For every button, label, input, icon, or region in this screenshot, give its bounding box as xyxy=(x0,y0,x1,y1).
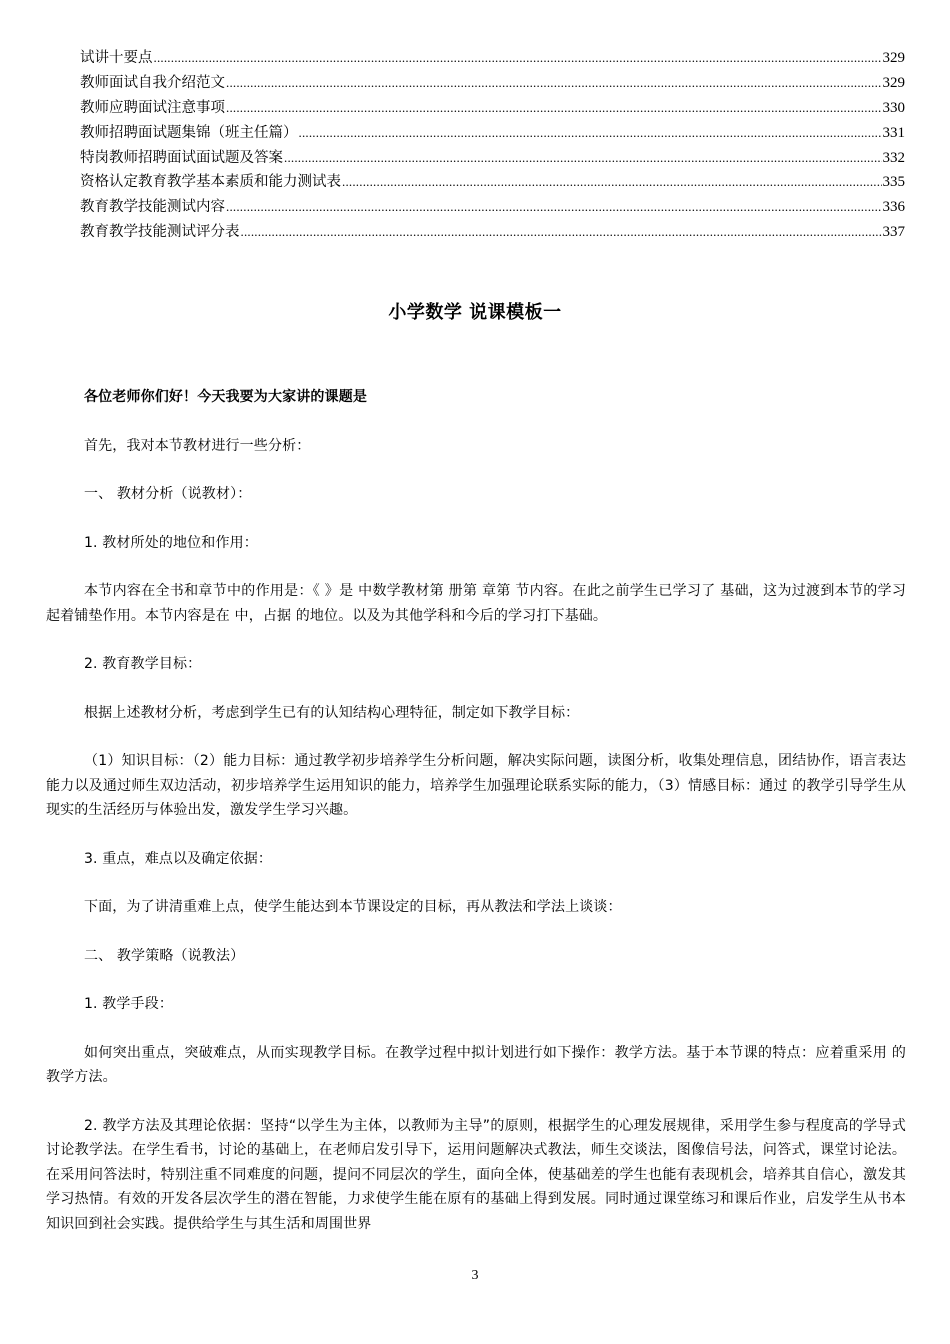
toc-entry-page: 329 xyxy=(882,50,905,66)
toc-entry-page: 331 xyxy=(882,124,905,141)
toc-entry-page: 335 xyxy=(882,174,905,191)
toc-entry-page: 337 xyxy=(882,224,905,241)
toc-leader-dots xyxy=(299,121,882,146)
toc-entry-title: 教师应聘面试注意事项 xyxy=(80,99,225,116)
toc-entry-title: 特岗教师招聘面试面试题及答案 xyxy=(80,149,283,166)
toc-leader-dots xyxy=(226,195,882,220)
subsection-heading: 1. 教学手段： xyxy=(84,996,174,1012)
toc-entry[interactable] xyxy=(80,46,905,71)
paragraph: 首先，我对本节教材进行一些分析： xyxy=(84,437,311,454)
document-body xyxy=(46,385,906,1236)
toc-entry-title: 教师面试自我介绍范文 xyxy=(80,74,225,91)
toc-entry[interactable] xyxy=(80,121,905,146)
toc-entry[interactable] xyxy=(80,195,905,220)
toc-leader-dots xyxy=(284,146,882,171)
table-of-contents xyxy=(80,46,905,245)
subsection-heading: 3. 重点，难点以及确定依据： xyxy=(84,850,273,867)
paragraph: （1）知识目标：（2）能力目标：通过教学初步培养学生分析问题，解决实际问题，读图分析，收集处理信息，团结协作，语言表达能力以及通过师生双边活动，初步培养学生运用知识的能力，培养学生加强理论联系实际的能力，（3）情感目标：通过 的教学引导学生从现实的生活经历与体验出发，激发学生学习兴趣。 xyxy=(46,753,906,818)
toc-entry[interactable] xyxy=(80,220,905,245)
toc-leader-dots xyxy=(342,170,882,195)
section-heading: 二、 教学策略（说教法） xyxy=(84,947,245,964)
toc-leader-dots xyxy=(154,46,882,71)
toc-entry[interactable] xyxy=(80,170,905,195)
toc-entry[interactable] xyxy=(80,96,905,121)
toc-entry-title: 资格认定教育教学基本素质和能力测试表 xyxy=(80,174,341,191)
page-number: 3 xyxy=(471,1268,479,1283)
paragraph: 根据上述教材分析，考虑到学生已有的认知结构心理特征，制定如下教学目标： xyxy=(84,704,580,721)
paragraph: 下面，为了讲清重难上点，使学生能达到本节课设定的目标，再从教法和学法上谈谈： xyxy=(84,899,622,915)
paragraph: 如何突出重点，突破难点，从而实现教学目标。在教学过程中拟计划进行如下操作：教学方法。基于本节课的特点：应着重采用 的教学方法。 xyxy=(46,1044,906,1085)
subsection-heading: 2. 教育教学目标： xyxy=(84,656,202,672)
paragraph: 本节内容在全书和章节中的作用是：《 》是 中数学教材第 册第 章第 节内容。在此之前学生已学习了 基础，这为过渡到本节的学习起着铺垫作用。本节内容是在 中，占据 的地位。以及为其他学科和今后的学习打下基础。 xyxy=(46,583,906,624)
toc-entry-page: 329 xyxy=(882,74,905,91)
toc-leader-dots xyxy=(226,71,882,96)
paragraph: 2. 教学方法及其理论依据：坚持“以学生为主体，以教师为主导”的原则，根据学生的心理发展规律，采用学生参与程度高的学导式讨论教学法。在学生看书，讨论的基础上，在老师启发引导下，运用问题解决式教法，师生交谈法，图像信号法，问答式，课堂讨论法。在采用问答法时，特别注重不同难度的问题，提问不同层次的学生，面向全体，使基础差的学生也能有表现机会，培养其自信心，激发其学习热情。有效的开发各层次学生的潜在智能，力求使学生能在原有的基础上得到发展。同时通过课堂练习和课后作业，启发学生从书本知识回到社会实践。提供给学生与其生活和周围世界 xyxy=(46,1117,906,1232)
toc-leader-dots xyxy=(241,220,882,245)
subsection-heading: 1. 教材所处的地位和作用： xyxy=(84,534,258,551)
toc-entry-page: 332 xyxy=(882,149,905,166)
toc-entry-page: 336 xyxy=(882,199,905,216)
toc-entry[interactable] xyxy=(80,71,905,96)
toc-entry-page: 330 xyxy=(882,99,905,116)
toc-entry-title: 教育教学技能测试内容 xyxy=(80,199,225,216)
toc-entry-title: 教育教学技能测试评分表 xyxy=(80,224,240,241)
section-heading: 一、 教材分析（说教材）： xyxy=(84,486,252,502)
greeting-paragraph: 各位老师你们好！今天我要为大家讲的课题是 xyxy=(84,389,367,405)
toc-entry[interactable] xyxy=(80,146,905,171)
toc-entry-title: 试讲十要点 xyxy=(80,50,153,66)
toc-leader-dots xyxy=(226,96,882,121)
toc-entry-title: 教师招聘面试题集锦（班主任篇） xyxy=(80,124,298,141)
document-title: 小学数学 说课模板一 xyxy=(388,302,562,323)
